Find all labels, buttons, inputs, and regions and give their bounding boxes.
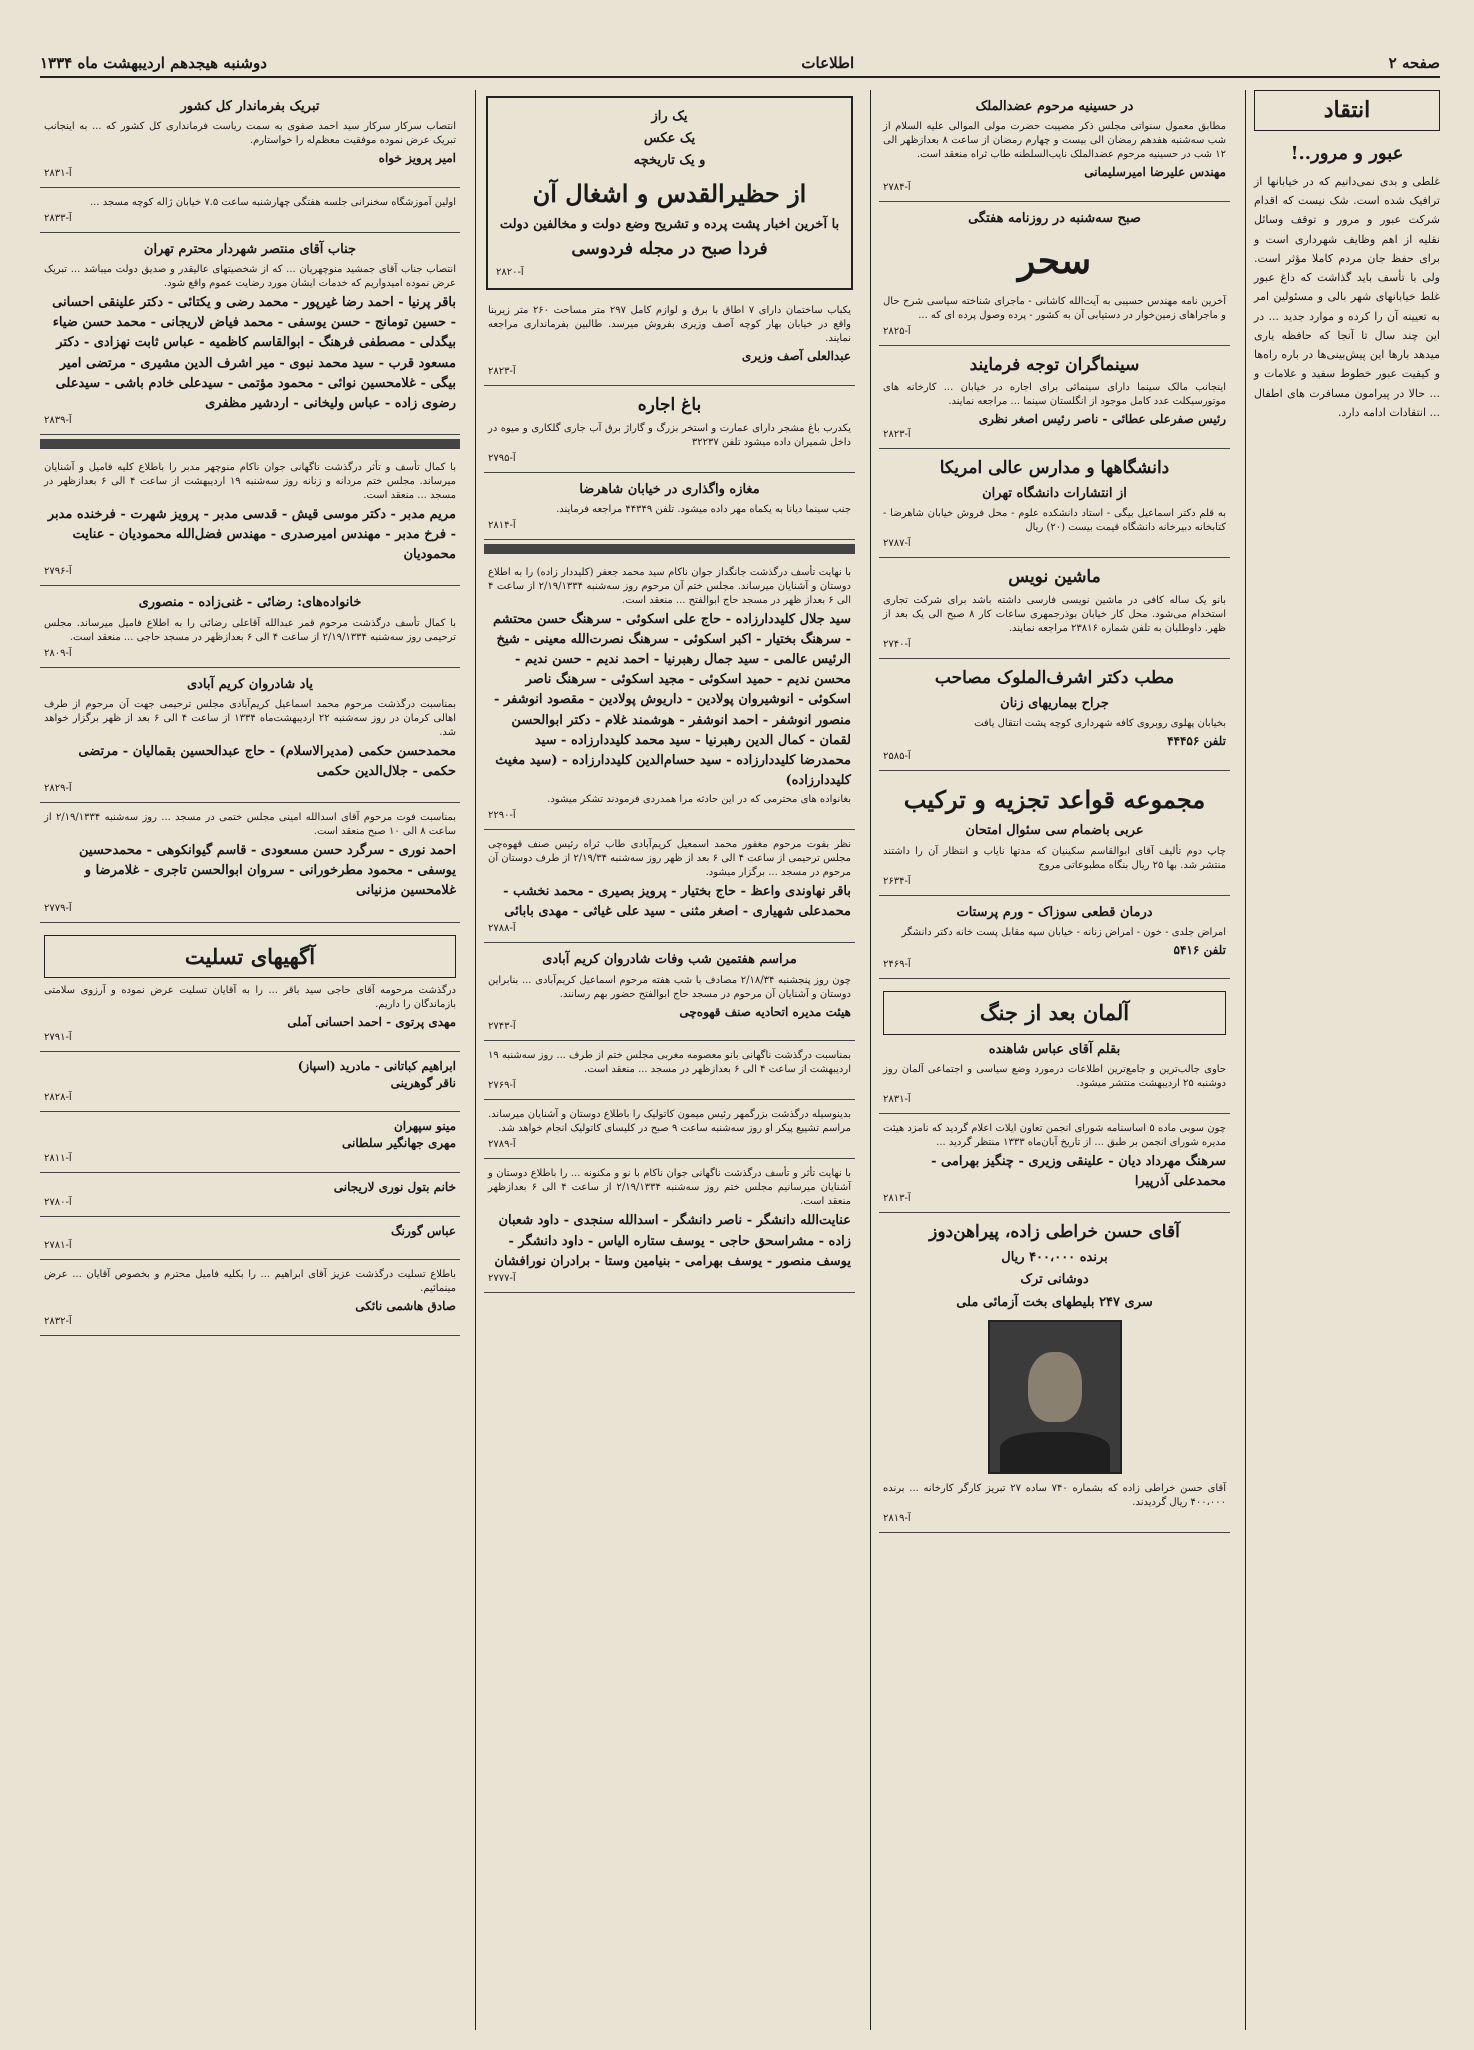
ad-germany-book <box>879 979 1230 1114</box>
ad-code: آ-۲۸۰۹ <box>44 647 72 659</box>
ad-title: مغازه واگذاری در خیابان شاهرضا <box>579 481 760 497</box>
newspaper-page <box>40 20 1440 2030</box>
issue-date: دوشنبه هیجدهم اردیبهشت ماه ۱۳۳۴ <box>40 54 267 72</box>
ad-subtitle: بقلم آقای عباس شاهنده <box>988 1041 1121 1057</box>
ad-signature: ناقر گوهرینی <box>390 1075 456 1090</box>
ad-body: اولین آموزشگاه سخنرانی جلسه هفتگی چهارشنبه ساعت ۷.۵ خیابان ژاله کوچه مسجد ... <box>89 196 456 208</box>
ad-body: باطلاع تسلیت درگذشت عزیز آقای ابراهیم ... را بکلیه فامیل محترم و بخصوص آقایان ... عرض مینمائیم. <box>44 1269 456 1295</box>
ad-signature: مهندس علیرضا امیرسلیمانی <box>1084 165 1226 180</box>
ad-subtitle: سری ۲۴۷ بلیطهای بخت آزمائی ملی <box>956 1294 1153 1310</box>
ad-signature: عبدالعلی آصف وزیری <box>741 349 851 364</box>
ad-typist <box>879 558 1230 659</box>
ad-body: بانو یک ساله کافی در ماشین نویسی فارسی داشته باشد برای شرکت تجاری استخدام می‌شود. محل کار خیابان بوذرجمهری ساعات کار ۸ صبح الی یک بعد از ظهر. داوطلبان به تلفن شماره ۲۳۸۱۶ مراجعه نمایند. <box>883 594 1227 634</box>
ad-code: آ-۲۸۳۹ <box>44 415 72 427</box>
ad-names: سید جلال کلیددارزاده - حاج علی اسکوئی - سرهنگ حسن محتشم - سرهنگ بختیار - اکبر اسکوئی - سرهنگ نصرت‌الله معینی - شیخ الرئیس عالمی - سید جمال رهبرنیا - احمد ندیم - حسن ندیم - محسن ندیم - حمید اسکوئی - مجید اسکوئی - سرهنگ ناصر اسکوئی - انوشیروان پولادین - داریوش پولادین - مقصود انوشفر - منصور انوشفر - احمد انوشفر - هوشمند غلام - دکتر ابوالحسن لقمان - کمال الدین رهبرنیا - سید محمد کلیددارزاده - سید محمدرضا کلیددارزاده - سید حسام‌الدین کلیددارزاده - (سید مغیث کلیددارزاده) <box>492 611 851 789</box>
ad-title: از حظیرالقدس و اشغال آن <box>532 178 807 208</box>
ad-memory-karimabadi <box>40 668 460 803</box>
ad-condolence-6 <box>40 1260 460 1336</box>
ad-body: یکباب ساختمان دارای ۷ اطاق با برق و لوازم کامل ۲۹۷ متر مساحت ۲۶۰ متر زیربنا واقع در خیابان بهار کوچه آصف وزیری بفروش میرسد. طالبین بفرمانداری مراجعه نمایند. <box>488 305 851 345</box>
ad-condolence-4 <box>40 1173 460 1217</box>
ad-families <box>40 586 460 667</box>
ad-universities <box>879 449 1230 558</box>
ad-code: آ-۲۷۸۴ <box>883 181 911 193</box>
portrait-shoulders <box>1000 1432 1110 1472</box>
ad-signature: مهدی پرتوی - احمد احسانی آملی <box>287 1014 456 1029</box>
divider <box>484 544 855 554</box>
ad-signature: رئیس صفرعلی عطائی - ناصر رئیس اصغر نظری <box>978 412 1226 427</box>
ad-code: آ-۲۷۷۷ <box>488 1272 516 1284</box>
ad-body: مطابق معمول سنواتی مجلس ذکر مصیبت حضرت مولی الموالی علیه السلام از شب سه‌شنبه هفدهم رمضان الی بیست و چهارم رمضان از ساعت ۸ بعدازظهر الی ۱۲ شب در حسینیه مرحوم عضدالملک نایب‌السلطنه طاب ثراه منعقد است. <box>883 121 1226 161</box>
ad-body: چاپ دوم تألیف آقای ابوالقاسم سکینیان که مدتها نایاب و انتظار آن را داشتند منتشر شد. بها ۲۵ ریال بنگاه مطبوعاتی مروج <box>883 845 1226 871</box>
ad-code: آ-۲۷۴۰ <box>883 638 911 650</box>
ad-signature: ابراهیم کباتانی - مادرید (اسپاز) <box>297 1058 456 1073</box>
ad-code: آ-۲۵۸۵ <box>883 750 911 762</box>
ad-title: خانواده‌های: رضائی - غنی‌زاده - منصوری <box>138 595 362 611</box>
ad-names: محمدحسن حکمی (مدیرالاسلام) - حاج عبدالحسین بقمالیان - مرتضی حکمی - جلال‌الدین حکمی <box>78 743 456 779</box>
ad-code: آ-۲۷۸۷ <box>883 538 911 550</box>
ad-body: با نهایت تأثر و تأسف درگذشت ناگهانی جوان ناکام با نو و مکنونه ... را باطلاع دوستان و آشنایان میرسانیم مجلس ختم روز سه‌شنبه ۲/۱۹/۱۳۳۴ از ساعت ۴ الی ۶ بعدازظهر منعقد است. <box>488 1168 851 1208</box>
winner-portrait <box>988 1320 1122 1474</box>
ad-names: باقر پرنیا - احمد رضا غیرپور - محمد رضی و یکتائی - دکتر علینقی احسانی - حسین تومانج - حسن یوسفی - محمد فیاض لاریجانی - محمد حسن ضیاء بیگدلی - مصطفی فرهنگ - ابوالقاسم کاظمیه - عباس ثابت نهزادی - دکتر مسعود قرب - سید محمد نبوی - میر اشرف الدین مشیری - مرتضی امیر بیگی - غلامحسین نوائی - محمود مؤتمی - سیدعلی خادم باشی - سیدعلی رضوی زاده - عباس ولیخانی - اردشیر مظفری <box>52 295 456 411</box>
ad-title: باغ اجاره <box>637 394 702 415</box>
ad-signature: خانم بتول نوری لاریجانی <box>333 1179 456 1194</box>
ad-code: آ-۲۸۳۱ <box>44 167 72 179</box>
ad-code: آ-۲۸۳۱ <box>883 1094 911 1106</box>
ad-title: مراسم هفتمین شب وفات شادروان کریم آبادی <box>542 952 797 968</box>
ad-code: آ-۲۷۴۳ <box>488 1021 516 1033</box>
ads-column-3 <box>475 90 855 2030</box>
ad-signature: صادق هاشمی نائکی <box>355 1299 456 1314</box>
ad-body: چون روز پنجشنبه ۲/۱۸/۳۴ مصادف با شب هفته مرحوم اسماعیل کریم‌آبادی ... بنابراین دوستان و آشنایان آن مرحوم در مسجد حاج ابوالفتح حضور بهم رسانند. <box>488 974 851 1000</box>
ad-condolence-modabber <box>40 453 460 586</box>
portrait-face <box>1028 1352 1082 1422</box>
ad-code: آ-۲۸۱۳ <box>883 1193 911 1205</box>
ad-title: ماشین نویس <box>1008 567 1101 588</box>
ad-body: اینجانب مالک سینما دارای سینمائی برای اجاره در خیابان ... کارخانه های موتورسیکلت عدد کامل موجود از انگلستان سینما ... مراجعه نمایند. <box>883 382 1226 408</box>
ad-body: آقای حسن خراطی زاده که بشماره ۷۴۰ ساده ۲۷ تبریز کارگر کارخانه ... برنده ۴۰۰،۰۰۰ ریال گردیدند. <box>883 1482 1227 1508</box>
ad-signature: امیر پرویز خواه <box>378 151 456 166</box>
ad-congrats-mayor <box>40 233 460 435</box>
ad-condolence-kelid <box>484 558 855 830</box>
ad-ferdowsi-magazine <box>486 96 853 290</box>
ad-body: با کمال تأسف درگذشت مرحوم قمر عبدالله آقاعلی رضائی را به اطلاع فامیل میرساند. مجلس ترحیمی روز سه‌شنبه ۲/۱۹/۱۳۳۴ از ساعت ۴ الی ۶ بعدازظهر در مسجد حاجی ... منعقد است. <box>44 617 456 643</box>
ad-body: انتصاب جناب آقای جمشید منوچهریان ... که از شخصیتهای عالیقدر و صدیق دولت میباشد ... تبریک عرض نموده امیدواریم که خدمات ایشان مورد رضایت عموم واقع شود. <box>44 264 456 290</box>
ad-names: سرهنگ مهرداد دیان - علینقی وزیری - چنگیز بهرامی - محمدعلی آذرپیرا <box>931 1154 1226 1190</box>
ad-code: آ-۲۶۳۴ <box>883 875 911 887</box>
ad-title: دانشگاهها و مدارس عالی امریکا <box>939 458 1170 479</box>
ad-code: آ-۲۷۷۹ <box>44 902 72 914</box>
ad-code: آ-۲۸۲۵ <box>883 325 911 337</box>
ad-council <box>879 1114 1230 1213</box>
ad-code: آ-۲۸۲۳ <box>883 429 911 441</box>
ad-names: عنایت‌الله دانشگر - ناصر دانشگر - اسدالله سنجدی - داود شعبان زاده - مشراسحق حاجی - یوسف ستاره الیاس - داود دانشگر - یوسف منصور - یوسف بهرامی - بنیامین وستا - برادران نورافشان <box>494 1213 851 1269</box>
ad-house-sale <box>484 296 855 386</box>
ad-congrats-governor <box>40 90 460 188</box>
ad-names: احمد نوری - سرگرد حسن مسعودی - قاسم گیوانکوهی - محمدحسین یوسفی - محمود مطرخورانی - سروان ابوالحسن تاجری - غلامرضا و غلامحسین مزنیانی <box>79 843 456 899</box>
ad-code: آ-۲۷۸۱ <box>44 1240 72 1252</box>
ad-body: آخرین نامه مهندس حسیبی به آیت‌الله کاشانی - ماجرای شناخته سیاسی شرح حال و ماجراهای زمین‌خوار در دستیابی آن به کشور - پرده وصول پرده ای که ... <box>883 295 1226 321</box>
ad-code: آ-۲۷۹۱ <box>44 1031 72 1043</box>
ad-body: بمناسبت درگذشت مرحوم محمد اسماعیل کریم‌آبادی مجلس ترحیمی جهت آن مرحوم از طرف اهالی کرمان در روز سه‌شنبه ۲۲ اردیبهشت‌ماه ۱۳۳۴ از ساعت ۴ الی ۶ بعد از ظهر برگزار خواهد شد. <box>44 698 456 738</box>
ad-code: آ-۲۸۱۴ <box>488 519 516 531</box>
ad-code: آ-۲۲۹۰ <box>488 810 516 822</box>
ads-column-2 <box>870 90 1230 2030</box>
ad-body: بمناسبت درگذشت ناگهانی بانو معصومه مغربی مجلس ختم از طرف ... روز سه‌شنبه ۱۹ اردیبهشت از ساعت ۴ الی ۶ بعدازظهر در مسجد ... منعقد است. <box>488 1050 851 1076</box>
ad-body: چون سوبی ماده ۵ اساسنامه شورای انجمن تعاون ایلات اعلام گردید که نامزد هیئت مدیره شورای انجمن بر طبق ... از تاریخ آبان‌ماه ۱۳۳۳ منتظر گردید ... <box>883 1123 1226 1149</box>
section-title: انتقاد <box>1254 90 1440 131</box>
ad-husseinieh <box>879 90 1230 202</box>
ad-signature: عباس گورنگ <box>390 1223 456 1238</box>
ad-condolence-3 <box>40 1112 460 1173</box>
ad-body: درگذشت مرحومه آقای حاجی سید باقر ... را به آقایان تسلیت عرض نموده و آرزوی سلامتی بازماندگان را داریم. <box>44 984 456 1010</box>
ad-doctor <box>879 659 1230 771</box>
ad-signature: هیئت مدیره اتحادیه صنف قهوه‌چی <box>679 1004 851 1019</box>
article-title: عبور و مرور..! <box>1290 142 1404 164</box>
ad-speech-school <box>40 188 460 233</box>
ad-title: جناب آقای منتصر شهردار محترم تهران <box>143 241 357 257</box>
ad-body: بمناسبت فوت مرحوم آقای اسدالله امینی مجلس ختمی در مسجد ... روز سه‌شنبه ۲/۱۹/۱۳۳۴ از ساعت ۸ الی ۱۰ صبح منعقد است. <box>44 812 456 838</box>
ad-line: یک راز <box>651 109 688 124</box>
ad-title: در حسینیه مرحوم عضدالملک <box>975 99 1134 114</box>
page-number: صفحه ۲ <box>1388 54 1440 72</box>
ad-body: جنب سینما دیانا به یکماه مهر داده میشود. تلفن ۴۴۳۴۹ مراجعه فرمایند. <box>556 503 851 515</box>
ad-body: یکدرب باغ مشجر دارای عمارت و استخر بزرگ و گاراژ برق آب جاری گلکاری و میوه در داخل شمیران داده میشود تلفن ۳۲۲۳۷ <box>488 422 851 448</box>
ad-code: آ-۲۷۸۸ <box>488 923 516 935</box>
ad-code: آ-۲۸۳۳ <box>44 212 72 224</box>
ad-body: با کمال تأسف و تأثر درگذشت ناگهانی جوان ناکام منوچهر مدبر را باطلاع کلیه فامیل و آشنایان میرساند. مجلس ختم مردانه و زنانه روز سه‌شنبه ۱۹ اردیبهشت از ساعت ۴ الی ۶ بعدازظهر در مسجد ... منعقد است. <box>44 462 456 502</box>
ad-subtitle: جراح بیماریهای زنان <box>1000 695 1109 711</box>
ad-body: به قلم دکتر اسماعیل بیگی - استاد دانشکده علوم - محل فروش خیابان شاهرضا - کتابخانه دبیرخانه دانشگاه قیمت بیست (۲۰) ریال <box>883 508 1226 534</box>
ad-body: بخیابان پهلوی روبروی کافه شهرداری کوچه پشت انتقال یافت <box>974 717 1226 729</box>
ad-phone: تلفن ۴۴۴۵۶ <box>1167 733 1226 748</box>
ad-garden-rent <box>484 386 855 473</box>
ad-cinema <box>879 346 1230 450</box>
ad-title: مجموعه قواعد تجزیه و ترکیب <box>903 784 1206 814</box>
ad-code: آ-۲۸۳۲ <box>44 1316 72 1328</box>
ad-condolence-karimabadi <box>484 830 855 943</box>
ad-title: آلمان بعد از جنگ <box>883 991 1226 1034</box>
ad-code: آ-۲۷۸۹ <box>488 1139 516 1151</box>
ad-condolence-amini <box>40 803 460 922</box>
ad-title: سینماگران توجه فرمایند <box>969 354 1140 375</box>
ad-title: تبریک بفرماندار کل کشور <box>180 99 320 114</box>
ad-condolence-2 <box>40 1052 460 1113</box>
critique-column <box>1245 90 1440 2030</box>
ad-footer: بغانواده های محترمی که در این حادثه مرا همدردی فرمودند تشکر میشود. <box>547 794 851 806</box>
ads-column-4 <box>40 90 460 2030</box>
ad-code: آ-۲۴۶۹ <box>883 959 911 971</box>
ad-title: یاد شادروان کریم آبادی <box>186 676 314 692</box>
ad-condolence-maghrebi <box>484 1041 855 1100</box>
ad-title: آگهیهای تسلیت <box>44 935 456 978</box>
newspaper-name: اطلاعات <box>801 54 855 72</box>
ad-names: باقر نهاوندی واعظ - حاج بختیار - پرویز بصیری - محمد نخشب - محمدعلی شهیاری - اصغر مثنی - سید علی غیاثی - مهدی بابائی <box>503 884 851 920</box>
ad-code: آ-۲۸۱۱ <box>44 1152 72 1164</box>
ad-code: آ-۲۷۸۰ <box>44 1196 72 1208</box>
ad-title: آقای حسن خراطی زاده، پیراهن‌دوز <box>929 1222 1180 1243</box>
ad-title: مطب دکتر اشرف‌الملوک مصاحب <box>934 667 1175 688</box>
ad-treatment <box>879 896 1230 980</box>
ad-header: صبح سه‌شنبه در روزنامه هفتگی <box>968 210 1141 226</box>
ad-signature: مهری جهانگیر سلطانی <box>341 1136 456 1151</box>
ad-subtitle: دوشانی ترک <box>1020 1272 1089 1288</box>
ad-body: حاوی جالب‌ترین و جامع‌ترین اطلاعات درمورد وضع سیاسی و اجتماعی آلمان روز دوشنبه ۲۵ اردیبهشت منتشر میشود. <box>883 1064 1226 1090</box>
ad-line: یک عکس <box>643 131 696 147</box>
ad-subtitle: برنده ۴۰۰،۰۰۰ ریال <box>1001 1250 1108 1266</box>
ad-body: انتصاب سرکار سرکار سید احمد صفوی به سمت ریاست فرمانداری کل کشور که ... به اینجانب تبریک عرض نموده موفقیت معظم‌له را خواستارم. <box>44 121 456 147</box>
ad-code: آ-۲۸۲۸ <box>44 1092 72 1104</box>
ad-body: با آخرین اخبار پشت پرده و تشریح وضع دولت و مخالفین دولت <box>499 217 840 233</box>
ad-title: سحر <box>1017 240 1092 283</box>
ad-names: مریم مدبر - دکتر موسی قیش - قدسی مدبر - پرویز شهرت - فرخنده مدبر - فرخ مدبر - مهندس امیرصدری - مهندس فضل‌الله محمودیان - عنایت محمودیان <box>47 507 456 563</box>
ad-shop <box>484 473 855 540</box>
ad-body: نظر بفوت مرحوم مغفور محمد اسمعیل کریم‌آبادی طاب ثراه رئیس صنف قهوه‌چی مجلس ترحیمی از ساعت ۴ الی ۶ بعد از ظهر روز سه‌شنبه ۲/۱۹/۳۴ از طرف دوستان آن مرحوم در مسجد ... برگزار میشود. <box>488 839 851 879</box>
divider <box>40 439 460 449</box>
ad-code: آ-۲۷۹۶ <box>44 566 72 578</box>
ad-body: با نهایت تأسف درگذشت جانگداز جوان ناکام سید محمد جعفر (کلیددار زاده) را به اطلاع دوستان و آشنایان میرساند. مجلس ختم آن مرحوم روز سه‌شنبه ۲/۱۹/۱۳۳۴ از ساعت ۴ الی ۶ بعداز ظهر در مسجد حاج ابوالفتح ... منعقد است. <box>488 566 852 606</box>
ad-code: آ-۲۸۱۹ <box>883 1512 911 1524</box>
ad-code: آ-۲۸۲۹ <box>44 783 72 795</box>
ad-date: فردا صبح در مجله فردوسی <box>571 239 768 260</box>
ad-code: آ-۲۸۲۰ <box>496 267 524 279</box>
ad-code: آ-۲۷۶۹ <box>488 1080 516 1092</box>
article-body: غلطی و بدی نمی‌دانیم که در خیابانها از ترافیک شده است. شک نیست که اقدام شرکت عبور و مرور و توقف وسائل نقلیه از اهم وظایف شهرداری است و برای حفظ جان مردم کاملا مؤثر است. ولی با تأسف باید گذاشت که داغ عبور غلط خیابانهای شهر بالی و مسئولین امر به تعیینه آن را کرده و موارد جدید ... در این چند سال تا آنجا که حافظه یاری میدهد بارها این پیش‌بینی‌ها در باره راه‌ها و کیفیت عبور خطوط سفید و علامات و ... حالا در پیرامون مسافرت های اطفال ... انتقادات ادامه دارد. <box>1254 174 1440 419</box>
ad-code: آ-۲۷۹۵ <box>488 452 516 464</box>
ad-subtitle: از انتشارات دانشگاه تهران <box>982 485 1127 501</box>
ad-lottery-winner <box>879 1213 1230 1532</box>
masthead <box>40 20 1440 78</box>
ad-line: و یک تاریخچه <box>633 153 706 169</box>
ad-condolences-header <box>40 923 460 1052</box>
ad-title: درمان قطعی سوزاک - ورم پرستات <box>956 904 1153 920</box>
ad-catholic <box>484 1100 855 1159</box>
ad-condolence-daneshgar <box>484 1159 855 1292</box>
ad-code: آ-۲۸۲۳ <box>488 365 516 377</box>
ad-subtitle: عربی باضمام سی سئوال امتحان <box>965 823 1144 839</box>
ad-phone: تلفن ۵۴۱۶ <box>1173 942 1226 957</box>
ad-condolence-5 <box>40 1217 460 1261</box>
ad-signature: مینو سپهران <box>393 1119 456 1134</box>
ad-sahar <box>879 202 1230 346</box>
ad-seventh-night <box>484 943 855 1041</box>
ad-grammar-book <box>879 771 1230 896</box>
ad-body: بدینوسیله درگذشت بزرگمهر رئیس میمون کاتولیک را باطلاع دوستان و آشنایان میرساند. مراسم تشییع پیکر او روز سه‌شنبه ساعت ۹ صبح در کلیسای کاتولیک انجام خواهد شد. <box>488 1109 851 1135</box>
ad-body: امراض جلدی - خون - امراض زنانه - خیابان سپه مقابل پست خانه دکتر دانشگر <box>901 926 1226 938</box>
